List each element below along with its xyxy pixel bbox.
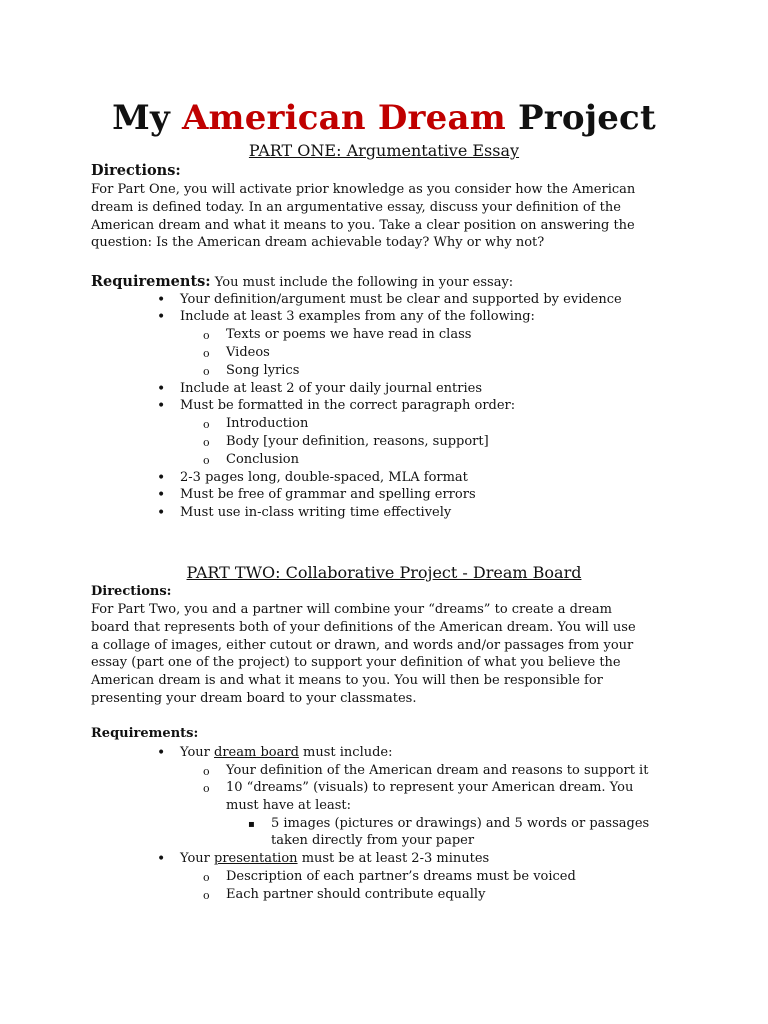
square-marker: ▪	[248, 819, 255, 830]
title-american-dream: American Dream	[181, 98, 506, 138]
circle-marker: o	[203, 871, 210, 884]
title-my: My	[112, 98, 170, 138]
bullet-marker: •	[157, 309, 166, 325]
paragraph-line: board that represents both of your definitions of the American dream. You will use	[91, 619, 636, 635]
paragraph-line: a collage of images, either cutout or drawn, and words and/or passages from your	[91, 637, 634, 653]
page-title	[0, 96, 768, 140]
list-item-text	[180, 744, 393, 762]
text-fragment: Your	[180, 851, 210, 866]
list-item-text: Your definition/argument must be clear and supported by evidence	[180, 292, 622, 307]
bullet-marker: •	[157, 745, 166, 761]
text-fragment: must include:	[303, 745, 393, 760]
part-two-requirements-label: Requirements:	[91, 726, 199, 741]
bullet-marker: •	[157, 398, 166, 414]
part-one-requirements	[91, 273, 513, 292]
dream-board-term: dream board	[214, 745, 299, 760]
list-item-text	[180, 850, 489, 868]
circle-marker: o	[203, 347, 210, 360]
part-one-requirements-intro: You must include the following in your essay:	[214, 275, 514, 290]
bullet-marker: •	[157, 381, 166, 397]
text-fragment: Your	[180, 745, 210, 760]
paragraph-line: For Part Two, you and a partner will combine your “dreams” to create a dream	[91, 602, 612, 617]
bullet-marker: •	[157, 505, 166, 521]
list-item-text: Introduction	[226, 416, 309, 431]
part-two-directions-text	[91, 601, 681, 708]
presentation-term: presentation	[214, 851, 298, 866]
list-item-text: taken directly from your paper	[271, 833, 475, 848]
circle-marker: o	[203, 436, 210, 449]
list-item-text: Must be formatted in the correct paragraph order:	[180, 398, 516, 413]
list-item-text: Your definition of the American dream and reasons to support it	[226, 763, 649, 778]
bullet-marker: •	[157, 851, 166, 867]
circle-marker: o	[203, 765, 210, 778]
list-item-text: Description of each partner’s dreams must be voiced	[226, 869, 576, 884]
part-two-directions-label: Directions:	[91, 584, 172, 599]
part-one-directions-label: Directions:	[91, 162, 181, 179]
paragraph-line: dream is defined today. In an argumentative essay, discuss your definition of the	[91, 199, 621, 215]
list-item-text: Must use in-class writing time effectively	[180, 505, 452, 520]
list-item-text: Include at least 2 of your daily journal entries	[180, 381, 483, 396]
circle-marker: o	[203, 365, 210, 378]
list-item-text: Conclusion	[226, 452, 299, 467]
list-item-text: Each partner should contribute equally	[226, 887, 486, 902]
paragraph-line: For Part One, you will activate prior knowledge as you consider how the American	[91, 182, 636, 197]
part-two-heading: PART TWO: Collaborative Project - Dream Board	[186, 563, 582, 582]
part-one-directions-text	[91, 181, 681, 252]
list-item-text: 10 “dreams” (visuals) to represent your American dream. You	[226, 780, 634, 795]
title-project: Project	[517, 98, 656, 138]
list-item-text: Song lyrics	[226, 363, 300, 378]
bullet-marker: •	[157, 292, 166, 308]
circle-marker: o	[203, 782, 210, 795]
paragraph-line: presenting your dream board to your classmates.	[91, 690, 417, 706]
paragraph-line: American dream and what it means to you. Take a clear position on answering the	[91, 217, 635, 233]
bullet-marker: •	[157, 487, 166, 503]
list-item-text: 5 images (pictures or drawings) and 5 words or passages	[271, 816, 650, 831]
bullet-marker: •	[157, 470, 166, 486]
circle-marker: o	[203, 454, 210, 467]
list-item-text: Include at least 3 examples from any of the following:	[180, 309, 535, 324]
paragraph-line: essay (part one of the project) to support your definition of what you believe the	[91, 655, 621, 671]
circle-marker: o	[203, 418, 210, 431]
list-item-text: 2-3 pages long, double-spaced, MLA format	[180, 470, 468, 485]
part-one-heading: PART ONE: Argumentative Essay	[248, 141, 520, 160]
paragraph-line: question: Is the American dream achievable today? Why or why not?	[91, 235, 545, 251]
list-item-text: must have at least:	[226, 798, 352, 813]
circle-marker: o	[203, 889, 210, 902]
list-item-text: Body [your definition, reasons, support]	[226, 434, 489, 449]
list-item-text: Texts or poems we have read in class	[226, 327, 472, 342]
circle-marker: o	[203, 329, 210, 342]
text-fragment: must be at least 2-3 minutes	[301, 851, 490, 866]
list-item-text: Videos	[226, 345, 270, 360]
part-one-requirements-label: Requirements:	[91, 273, 211, 290]
list-item-text: Must be free of grammar and spelling errors	[180, 487, 476, 502]
paragraph-line: American dream is and what it means to you. You will then be responsible for	[91, 673, 603, 689]
